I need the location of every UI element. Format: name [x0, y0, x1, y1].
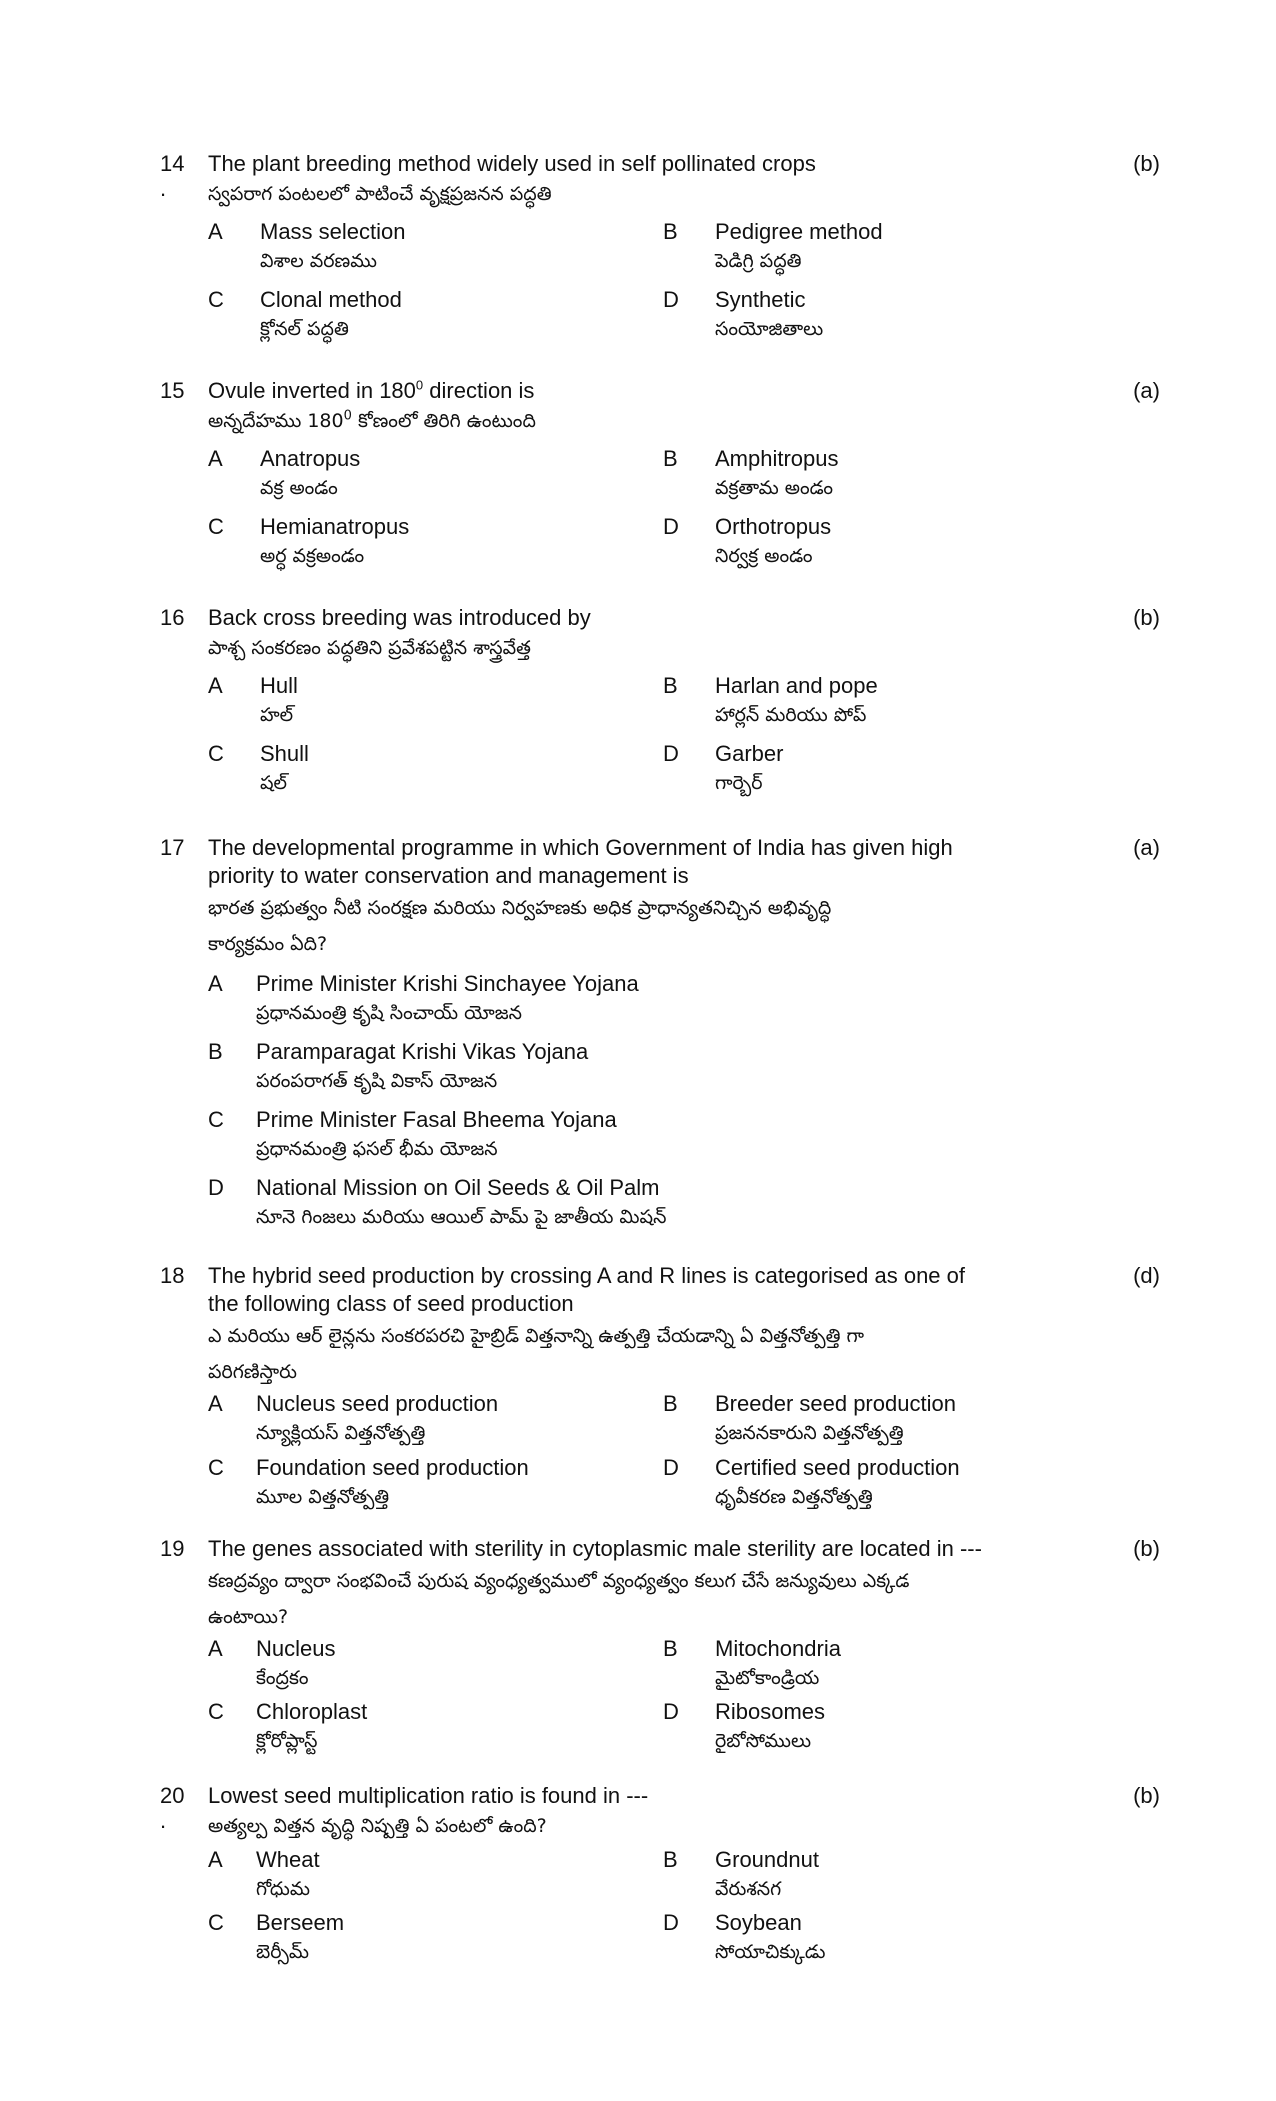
- option-text-telugu: పరంపరాగత్ కృషి వికాస్ యోజన: [256, 1070, 498, 1092]
- option-text-telugu: న్యూక్లియస్ విత్తనోత్పత్తి: [256, 1422, 426, 1444]
- option-letter: A: [208, 219, 223, 244]
- option-letter: A: [208, 1847, 223, 1872]
- option-letter: C: [208, 1107, 224, 1132]
- option-text-telugu: మైటోకాండ్రియ: [715, 1667, 820, 1689]
- answer-key: (b): [1133, 151, 1160, 176]
- option-letter: D: [663, 1699, 679, 1724]
- question-text-english: The plant breeding method widely used in self pollinated crops: [208, 151, 816, 176]
- option-text-english: Ribosomes: [715, 1699, 826, 1724]
- option-text-telugu: ధృవీకరణ విత్తనోత్పత్తి: [715, 1486, 873, 1508]
- option-text-english: Groundnut: [715, 1847, 819, 1872]
- option-letter: D: [663, 287, 679, 312]
- question-text-telugu: స్వపరాగ పంటలలో పాటించే వృక్షప్రజనన పద్ధతి: [208, 183, 552, 205]
- option-text-telugu: గార్బెర్: [715, 772, 763, 794]
- question-text-telugu: అత్యల్ప విత్తన వృద్ధి నిష్పత్తి ఏ పంటలో ఉంది?: [208, 1815, 547, 1837]
- option-text-telugu: విశాల వరణము: [260, 250, 377, 272]
- option-text-english: Foundation seed production: [256, 1455, 529, 1480]
- option-text-english: Soybean: [715, 1910, 802, 1935]
- option-text-telugu: వక్రతామ అండం: [715, 477, 833, 499]
- option-letter: B: [663, 219, 678, 244]
- option-letter: B: [208, 1039, 223, 1064]
- option-text-english: Anatropus: [260, 446, 361, 471]
- question-text: [208, 604, 1018, 664]
- option-text-english: Harlan and pope: [715, 673, 878, 698]
- option-text-telugu: కేంద్రకం: [256, 1667, 309, 1689]
- question-number: 18: [160, 1263, 185, 1288]
- question-text: [208, 1262, 1018, 1390]
- option-letter: B: [663, 673, 678, 698]
- option-text-telugu: షల్: [260, 772, 288, 794]
- option-letter: C: [208, 741, 224, 766]
- option-text-telugu: ప్రజననకారుని విత్తనోత్పత్తి: [715, 1422, 904, 1444]
- question-text-telugu: అన్నదేహము $180^0$ కోణంలో తిరిగి ఉంటుంది: [208, 408, 536, 432]
- answer-key: (b): [1133, 1536, 1160, 1561]
- question-number: 20 .: [160, 1783, 185, 1833]
- option-text-telugu: అర్ధ వక్రఅండం: [260, 545, 365, 567]
- question-text-english: The hybrid seed production by crossing A and R lines is categorised as one of the following class of seed production: [208, 1263, 966, 1316]
- option-text-english: Clonal method: [260, 287, 402, 312]
- question-text-telugu: భారత ప్రభుత్వం నీటి సంరక్షణ మరియు నిర్వహణకు అధిక ప్రాధాన్యతనిచ్చిన అభివృద్ధి కార్యక్రమం ఏది?: [208, 897, 832, 955]
- option-letter: B: [663, 1847, 678, 1872]
- option-text-telugu: హల్: [260, 704, 294, 726]
- question-text-english: The genes associated with sterility in cytoplasmic male sterility are located in ---: [208, 1536, 982, 1561]
- option-text-telugu: క్లోరోప్లాస్ట్: [256, 1730, 318, 1752]
- option-text-telugu: సోయాచిక్కుడు: [715, 1941, 826, 1963]
- option-text-english: Hull: [260, 673, 298, 698]
- option-text-english: Amphitropus: [715, 446, 839, 471]
- question-text-telugu: పాశ్చ సంకరణం పద్ధతిని ప్రవేశపట్టిన శాస్త్రవేత్త: [208, 637, 531, 659]
- option-text-telugu: రైబోసోములు: [715, 1730, 812, 1752]
- option-text-english: Shull: [260, 741, 309, 766]
- answer-key: (d): [1133, 1263, 1160, 1288]
- question-text-english: The developmental programme in which Government of India has given high priority to water conservation and management is: [208, 835, 953, 888]
- option-letter: A: [208, 1636, 223, 1661]
- option-text-english: Certified seed production: [715, 1455, 960, 1480]
- option-text-english: Berseem: [256, 1910, 345, 1935]
- question-text: [208, 377, 1018, 437]
- option-letter: C: [208, 1910, 224, 1935]
- question-text-telugu: కణద్రవ్యం ద్వారా సంభవించే పురుష వ్యంధ్యత్వములో వ్యంధ్యత్వం కలుగ చేసే జన్యువులు ఎక్కడ ఉంటాయి?: [208, 1570, 910, 1628]
- option-letter: A: [208, 971, 223, 996]
- option-text-telugu: పెడిగ్రి పద్ధతి: [715, 250, 802, 272]
- option-text-telugu: ప్రధానమంత్రి కృషి సించాయ్ యోజన: [256, 1002, 522, 1024]
- option-letter: D: [663, 514, 679, 539]
- option-text-telugu: బెర్సీమ్: [256, 1941, 309, 1963]
- option-letter: A: [208, 1391, 223, 1416]
- option-text-english: Chloroplast: [256, 1699, 368, 1724]
- question-text: [208, 834, 1018, 962]
- option-letter: A: [208, 446, 223, 471]
- answer-key: (a): [1133, 378, 1160, 403]
- question-text-english: Back cross breeding was introduced by: [208, 605, 591, 630]
- answer-key: (b): [1133, 1783, 1160, 1808]
- question-text: [208, 1535, 1058, 1635]
- option-text-english: Mass selection: [260, 219, 406, 244]
- question-text-english: Ovule inverted in $180^0$ direction is: [208, 377, 535, 403]
- option-text-telugu: వక్ర అండం: [260, 477, 338, 499]
- option-letter: D: [663, 1455, 679, 1480]
- option-letter: D: [663, 1910, 679, 1935]
- question-text: [208, 1782, 1018, 1842]
- question-number: 17: [160, 835, 185, 860]
- option-text-english: Nucleus seed production: [256, 1391, 499, 1416]
- option-text-english: Pedigree method: [715, 219, 883, 244]
- option-letter: B: [663, 1636, 678, 1661]
- question-text-telugu: ఎ మరియు ఆర్ లైన్లను సంకరపరచి హైబ్రిడ్ విత్తనాన్ని ఉత్పత్తి చేయడాన్ని ఏ విత్తనోత్పత్తి గా పరిగణిస్తారు: [208, 1325, 865, 1383]
- option-text-english: Prime Minister Fasal Bheema Yojana: [256, 1107, 617, 1132]
- option-text-telugu: క్లోనల్ పద్ధతి: [260, 318, 349, 340]
- option-letter: C: [208, 1455, 224, 1480]
- question-number: 15: [160, 378, 185, 403]
- answer-key: (a): [1133, 835, 1160, 860]
- option-text-english: National Mission on Oil Seeds & Oil Palm: [256, 1175, 660, 1200]
- option-text-telugu: నూనె గింజలు మరియు ఆయిల్ పామ్ పై జాతీయ మిషన్: [256, 1206, 667, 1228]
- question-number: 19: [160, 1536, 185, 1561]
- option-text-english: Garber: [715, 741, 784, 766]
- option-letter: C: [208, 514, 224, 539]
- option-letter: D: [208, 1175, 224, 1200]
- option-text-english: Mitochondria: [715, 1636, 841, 1661]
- option-text-english: Wheat: [256, 1847, 320, 1872]
- option-letter: A: [208, 673, 223, 698]
- option-letter: C: [208, 287, 224, 312]
- option-text-telugu: గోధుమ: [256, 1878, 310, 1900]
- question-text: [208, 150, 1018, 210]
- option-text-english: Nucleus: [256, 1636, 336, 1661]
- option-text-english: Breeder seed production: [715, 1391, 956, 1416]
- question-number: 16: [160, 605, 185, 630]
- question-number: 14 .: [160, 151, 185, 201]
- option-text-english: Orthotropus: [715, 514, 832, 539]
- option-text-telugu: మూల విత్తనోత్పత్తి: [256, 1486, 390, 1508]
- option-text-english: Hemianatropus: [260, 514, 410, 539]
- answer-key: (b): [1133, 605, 1160, 630]
- option-letter: B: [663, 446, 678, 471]
- option-text-telugu: హార్లన్ మరియు పోప్: [715, 704, 867, 726]
- option-text-english: Synthetic: [715, 287, 806, 312]
- option-text-telugu: సంయోజితాలు: [715, 318, 824, 340]
- option-letter: B: [663, 1391, 678, 1416]
- option-text-telugu: నిర్వక్ర అండం: [715, 545, 813, 567]
- option-text-english: Paramparagat Krishi Vikas Yojana: [256, 1039, 589, 1064]
- question-text-english: Lowest seed multiplication ratio is found in ---: [208, 1783, 649, 1808]
- option-text-telugu: ప్రధానమంత్రి ఫసల్ భీమ యోజన: [256, 1138, 498, 1160]
- option-text-telugu: వేరుశనగ: [715, 1878, 782, 1900]
- option-letter: C: [208, 1699, 224, 1724]
- option-text-english: Prime Minister Krishi Sinchayee Yojana: [256, 971, 639, 996]
- option-letter: D: [663, 741, 679, 766]
